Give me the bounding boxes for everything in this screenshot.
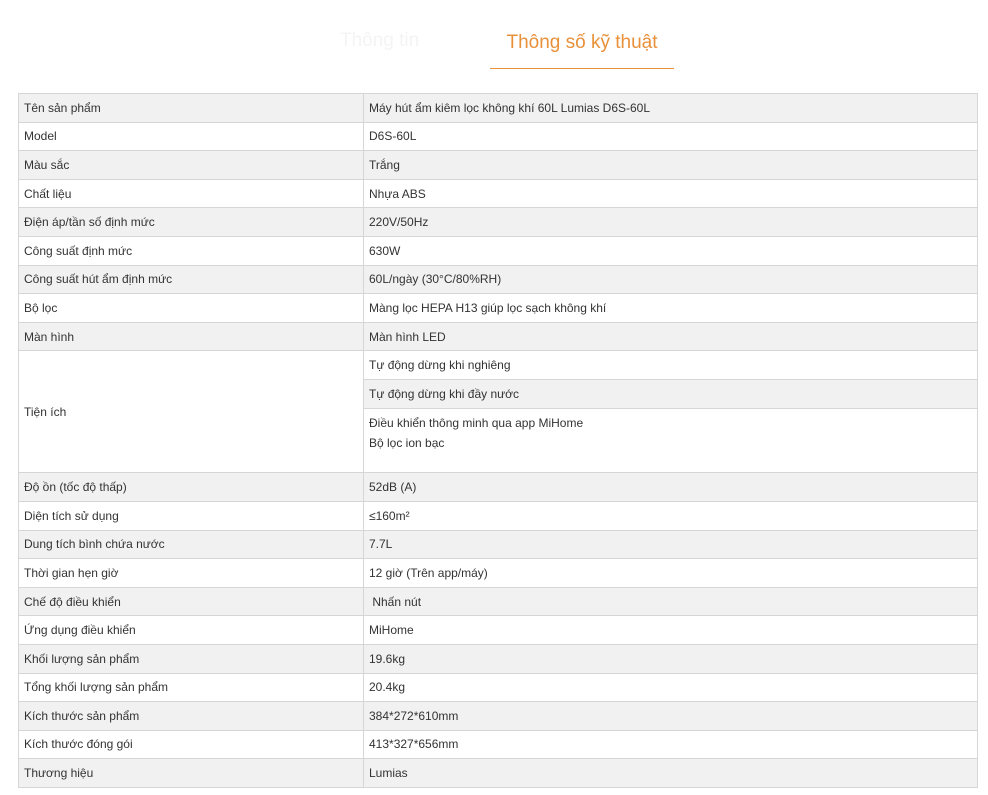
spec-label: Ứng dụng điều khiển [19,616,364,645]
feature-item: Điều khiển thông minh qua app MiHome [364,409,977,436]
spec-label: Thời gian hẹn giờ [19,559,364,588]
spec-value: Trắng [364,151,978,180]
spec-label: Màu sắc [19,151,364,180]
spec-label: Tổng khối lượng sản phẩm [19,673,364,702]
spec-value: 52dB (A) [364,473,978,502]
spec-value: ≤160m² [364,501,978,530]
table-row [19,294,978,323]
table-row [19,179,978,208]
table-row [19,236,978,265]
table-row-features [19,351,978,473]
spec-label: Kích thước đóng gói [19,730,364,759]
spec-label: Công suất định mức [19,236,364,265]
table-row [19,587,978,616]
feature-item: Bộ lọc ion bạc [364,436,977,472]
spec-label: Màn hình [19,322,364,351]
spec-value: MiHome [364,616,978,645]
feature-item: Tự động dừng khi nghiêng [364,351,977,380]
table-row [19,208,978,237]
spec-label: Dung tích bình chứa nước [19,530,364,559]
table-row [19,94,978,123]
spec-value: 20.4kg [364,673,978,702]
table-row [19,759,978,788]
spec-value: 220V/50Hz [364,208,978,237]
spec-value: Màn hình LED [364,322,978,351]
spec-value: Màng lọc HEPA H13 giúp lọc sạch không khí [364,294,978,323]
spec-label: Điện áp/tần số định mức [19,208,364,237]
spec-value: 60L/ngày (30°C/80%RH) [364,265,978,294]
spec-value: Máy hút ẩm kiêm lọc không khí 60L Lumias D6S-60L [364,94,978,123]
tab-bar [0,0,988,75]
spec-label: Kích thước sản phẩm [19,702,364,731]
table-row [19,616,978,645]
spec-label: Tên sản phẩm [19,94,364,123]
spec-value: 7.7L [364,530,978,559]
table-row [19,673,978,702]
table-row [19,730,978,759]
spec-value: 630W [364,236,978,265]
spec-value: 12 giờ (Trên app/máy) [364,559,978,588]
table-row [19,702,978,731]
spec-label: Diện tích sử dụng [19,501,364,530]
spec-label: Bộ lọc [19,294,364,323]
spec-value: Nhấn nút [364,587,978,616]
table-row [19,265,978,294]
spec-value: 384*272*610mm [364,702,978,731]
spec-label: Công suất hút ẩm định mức [19,265,364,294]
table-row [19,501,978,530]
table-row [19,473,978,502]
spec-label: Tiện ích [19,351,364,473]
spec-value: 19.6kg [364,644,978,673]
features-list [364,351,978,473]
spec-value: Nhựa ABS [364,179,978,208]
spec-label: Chất liệu [19,179,364,208]
table-row [19,122,978,151]
table-row [19,644,978,673]
spec-label: Chế độ điều khiển [19,587,364,616]
table-row [19,530,978,559]
tab-specifications-label: Thông số kỹ thuật [506,32,658,53]
table-row [19,322,978,351]
spec-value: 413*327*656mm [364,730,978,759]
table-row [19,151,978,180]
spec-label: Model [19,122,364,151]
spec-value: Lumias [364,759,978,788]
spec-value: D6S-60L [364,122,978,151]
spec-label: Khối lượng sản phẩm [19,644,364,673]
table-row [19,559,978,588]
tab-specifications[interactable] [490,30,674,69]
spec-label: Thương hiệu [19,759,364,788]
spec-label: Độ ồn (tốc độ thấp) [19,473,364,502]
feature-item: Tự động dừng khi đầy nước [364,380,977,409]
specifications-table [18,93,978,788]
tab-product-info[interactable]: Thông tin [340,30,420,51]
